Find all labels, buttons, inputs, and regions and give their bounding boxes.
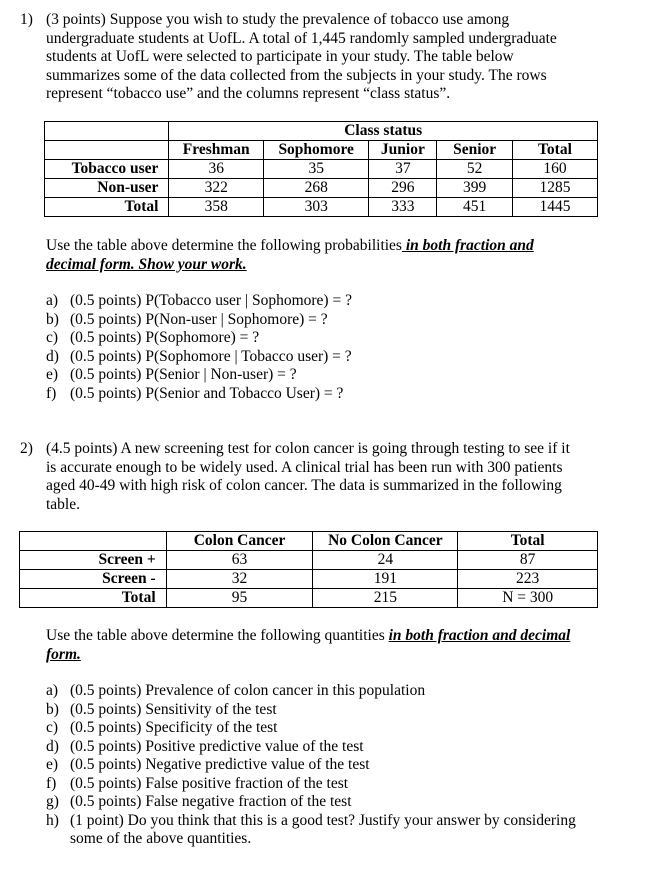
list-item	[46, 366, 352, 385]
table-cell: 215	[313, 589, 458, 608]
row-label: Total	[45, 198, 169, 217]
prompt-line: is accurate enough to be widely used. A clinical trial has been run with 300 patients	[46, 458, 563, 476]
column-header: Colon Cancer	[166, 532, 313, 551]
table-cell: 223	[458, 570, 598, 589]
item-text: (0.5 points) Positive predictive value of the test	[70, 737, 364, 755]
column-header: Total	[458, 532, 598, 551]
table-corner-cell	[45, 122, 169, 141]
item-marker: b)	[46, 310, 59, 328]
prompt-line: (3 points) Suppose you wish to study the prevalence of tobacco use among	[46, 11, 510, 28]
list-item	[46, 329, 352, 348]
table-cell: 24	[313, 551, 458, 570]
item-marker: c)	[46, 329, 59, 346]
table-row	[45, 179, 598, 198]
question-1-number: 1)	[20, 11, 33, 28]
instruction-text: Use the table above determine the following probabilities	[46, 237, 402, 254]
column-header: Senior	[437, 141, 513, 160]
table-header-row	[45, 141, 598, 160]
column-header: No Colon Cancer	[313, 532, 458, 551]
screening-test-table	[19, 531, 598, 608]
prompt-line: undergraduate students at UofL. A total of 1,445 randomly sampled undergraduate	[46, 29, 557, 47]
item-marker: b)	[46, 700, 59, 718]
table-cell: 296	[369, 179, 437, 198]
list-item	[46, 682, 576, 701]
table-cell: 1445	[512, 198, 597, 217]
instruction-emphasis: form.	[46, 645, 81, 663]
item-marker: g)	[46, 793, 59, 810]
prompt-line: (4.5 points) A new screening test for colon cancer is going through testing to see if it	[46, 440, 570, 457]
row-label: Non-user	[45, 179, 169, 198]
table-row	[45, 198, 598, 217]
prompt-line: represent “tobacco use” and the columns represent “class status”.	[46, 85, 451, 102]
table-cell: 160	[512, 160, 597, 179]
item-marker: d)	[46, 347, 59, 365]
item-text: (0.5 points) False positive fraction of the test	[70, 774, 349, 792]
question-1-items	[46, 292, 352, 403]
instruction-emphasis: decimal form. Show your work.	[46, 255, 247, 273]
item-text: (0.5 points) P(Senior and Tobacco User) = ?	[70, 384, 344, 402]
table-cell: 95	[166, 589, 313, 608]
table-cell: 35	[264, 160, 369, 179]
question-2-instruction	[46, 627, 570, 664]
question-2-number: 2)	[20, 440, 33, 457]
table-row	[20, 589, 598, 608]
table-cell: 399	[437, 179, 513, 198]
class-status-table	[44, 121, 598, 217]
table-cell: 268	[264, 179, 369, 198]
table-header-row	[45, 122, 598, 141]
list-item	[46, 348, 352, 367]
item-marker: a)	[46, 292, 59, 309]
instruction-text: Use the table above determine the following quantities	[46, 627, 389, 644]
table-cell: 36	[169, 160, 264, 179]
table-row	[45, 160, 598, 179]
item-marker: d)	[46, 737, 59, 755]
item-text: (0.5 points) P(Senior | Non-user) = ?	[70, 366, 297, 383]
table-row	[20, 570, 598, 589]
question-2-prompt	[46, 440, 570, 514]
list-item	[46, 292, 352, 311]
item-text: (0.5 points) Sensitivity of the test	[70, 700, 277, 718]
item-marker: e)	[46, 366, 59, 383]
column-header: Freshman	[169, 141, 264, 160]
list-item-continuation	[46, 830, 576, 849]
table-corner-cell	[20, 532, 167, 551]
prompt-line: table.	[46, 495, 80, 513]
item-text: (0.5 points) P(Tobacco user | Sophomore) = ?	[70, 292, 352, 309]
table-header-row	[20, 532, 598, 551]
table-row	[20, 551, 598, 570]
list-item	[46, 311, 352, 330]
table-cell: 303	[264, 198, 369, 217]
item-text: (0.5 points) Specificity of the test	[70, 719, 278, 736]
table-cell: 63	[166, 551, 313, 570]
table-cell: 37	[369, 160, 437, 179]
row-label: Tobacco user	[45, 160, 169, 179]
column-header: Total	[512, 141, 597, 160]
list-item	[46, 719, 576, 738]
item-marker: e)	[46, 756, 59, 773]
row-label: Screen +	[20, 551, 167, 570]
list-item	[46, 812, 576, 831]
row-label: Total	[20, 589, 167, 608]
item-text: (0.5 points) P(Sophomore | Tobacco user) = ?	[70, 347, 352, 365]
row-label: Screen -	[20, 570, 167, 589]
prompt-line: summarizes some of the data collected from the subjects in your study. The rows	[46, 66, 547, 84]
prompt-line: students at UofL were selected to participate in your study. The table below	[46, 48, 514, 65]
question-1-prompt	[46, 11, 557, 104]
item-text: (0.5 points) Prevalence of colon cancer in this population	[70, 682, 426, 699]
question-1-instruction	[46, 237, 534, 274]
item-text: (0.5 points) Negative predictive value of the test	[70, 756, 370, 773]
table-corner-cell	[45, 141, 169, 160]
table-cell: 191	[313, 570, 458, 589]
item-marker: a)	[46, 682, 59, 699]
column-header: Junior	[369, 141, 437, 160]
list-item	[46, 793, 576, 812]
list-item	[46, 756, 576, 775]
table-cell: 87	[458, 551, 598, 570]
item-text: (1 point) Do you think that this is a good test? Justify your answer by considering	[70, 811, 576, 829]
table-cell: 32	[166, 570, 313, 589]
instruction-emphasis: in both fraction and decimal	[388, 627, 571, 644]
table-cell: N = 300	[458, 589, 598, 608]
list-item	[46, 738, 576, 757]
table-cell: 358	[169, 198, 264, 217]
list-item	[46, 701, 576, 720]
list-item	[46, 775, 576, 794]
item-marker: h)	[46, 811, 59, 829]
column-group-header: Class status	[169, 122, 598, 141]
table-cell: 322	[169, 179, 264, 198]
item-marker: c)	[46, 719, 59, 736]
item-text: (0.5 points) P(Non-user | Sophomore) = ?	[70, 310, 328, 328]
instruction-emphasis: in both fraction and	[401, 237, 534, 254]
item-text: (0.5 points) P(Sophomore) = ?	[70, 329, 260, 346]
table-cell: 451	[437, 198, 513, 217]
item-text: (0.5 points) False negative fraction of the test	[70, 793, 352, 810]
table-cell: 52	[437, 160, 513, 179]
table-cell: 1285	[512, 179, 597, 198]
column-header: Sophomore	[264, 141, 369, 160]
table-cell: 333	[369, 198, 437, 217]
item-marker: f)	[46, 774, 57, 792]
question-2-items	[46, 682, 576, 849]
item-marker: f)	[46, 384, 57, 402]
item-text: some of the above quantities.	[70, 830, 252, 847]
prompt-line: aged 40-49 with high risk of colon cancer. The data is summarized in the following	[46, 477, 562, 494]
list-item	[46, 385, 352, 404]
